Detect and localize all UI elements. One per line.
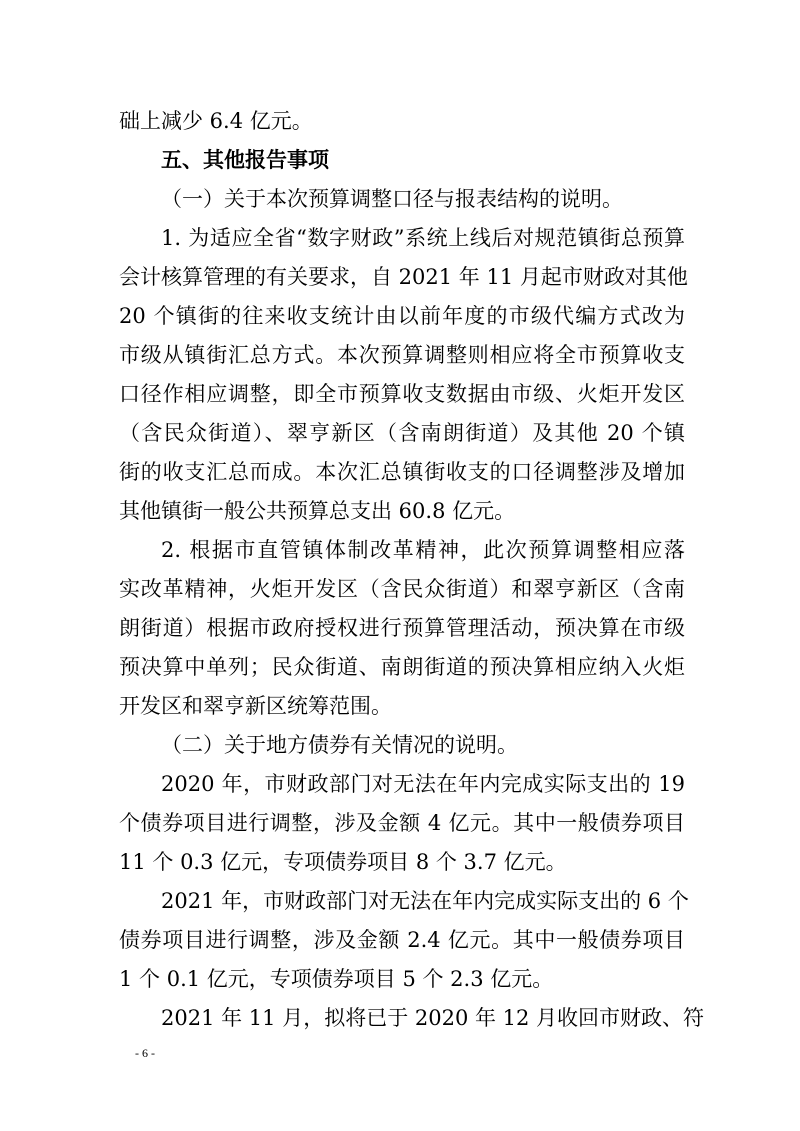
subsection-heading-2: （二）关于地方债券有关情况的说明。: [161, 733, 518, 757]
text-line-1: 础上减少 6.4 亿元。: [119, 109, 313, 133]
text-line-22: 债券项目进行调整，涉及金额 2.4 亿元。其中一般债券项目: [119, 928, 685, 952]
subsection-heading-1: （一）关于本次预算调整口径与报表结构的说明。: [161, 187, 623, 211]
text-line-12: 2. 根据市直管镇体制改革精神，此次预算调整相应落: [161, 538, 685, 562]
text-line-11: 其他镇街一般公共预算总支出 60.8 亿元。: [119, 499, 516, 523]
text-line-18: 2020 年，市财政部门对无法在年内完成实际支出的 19: [161, 772, 685, 796]
text-line-5: 会计核算管理的有关要求，自 2021 年 11 月起市财政对其他: [119, 265, 688, 289]
page-number: - 6 -: [135, 1046, 155, 1060]
text-line-6: 20 个镇街的往来收支统计由以前年度的市级代编方式改为: [119, 304, 685, 328]
text-line-13: 实改革精神，火炬开发区（含民众街道）和翠亨新区（含南: [119, 577, 685, 601]
text-line-19: 个债券项目进行调整，涉及金额 4 亿元。其中一般债券项目: [119, 811, 685, 835]
text-line-16: 开发区和翠亨新区统筹范围。: [119, 694, 392, 718]
text-line-24: 2021 年 11 月，拟将已于 2020 年 12 月收回市财政、符: [161, 1006, 705, 1030]
text-line-9: （含民众街道）、翠亨新区（含南朗街道）及其他 20 个镇: [119, 421, 685, 445]
text-line-14: 朗街道）根据市政府授权进行预算管理活动，预决算在市级: [119, 616, 685, 640]
section-heading-other-matters: 五、其他报告事项: [161, 148, 329, 172]
text-line-23: 1 个 0.1 亿元，专项债券项目 5 个 2.3 亿元。: [119, 967, 554, 991]
text-line-8: 口径作相应调整，即全市预算收支数据由市级、火炬开发区: [119, 382, 685, 406]
text-line-15: 预决算中单列；民众街道、南朗街道的预决算相应纳入火炬: [119, 655, 685, 679]
text-line-7: 市级从镇街汇总方式。本次预算调整则相应将全市预算收支: [119, 343, 685, 367]
text-line-20: 11 个 0.3 亿元，专项债券项目 8 个 3.7 亿元。: [119, 850, 567, 874]
text-line-10: 街的收支汇总而成。本次汇总镇街收支的口径调整涉及增加: [119, 460, 685, 484]
text-line-4: 1. 为适应全省“数字财政”系统上线后对规范镇街总预算: [161, 226, 685, 250]
text-line-21: 2021 年，市财政部门对无法在年内完成实际支出的 6 个: [161, 889, 689, 913]
